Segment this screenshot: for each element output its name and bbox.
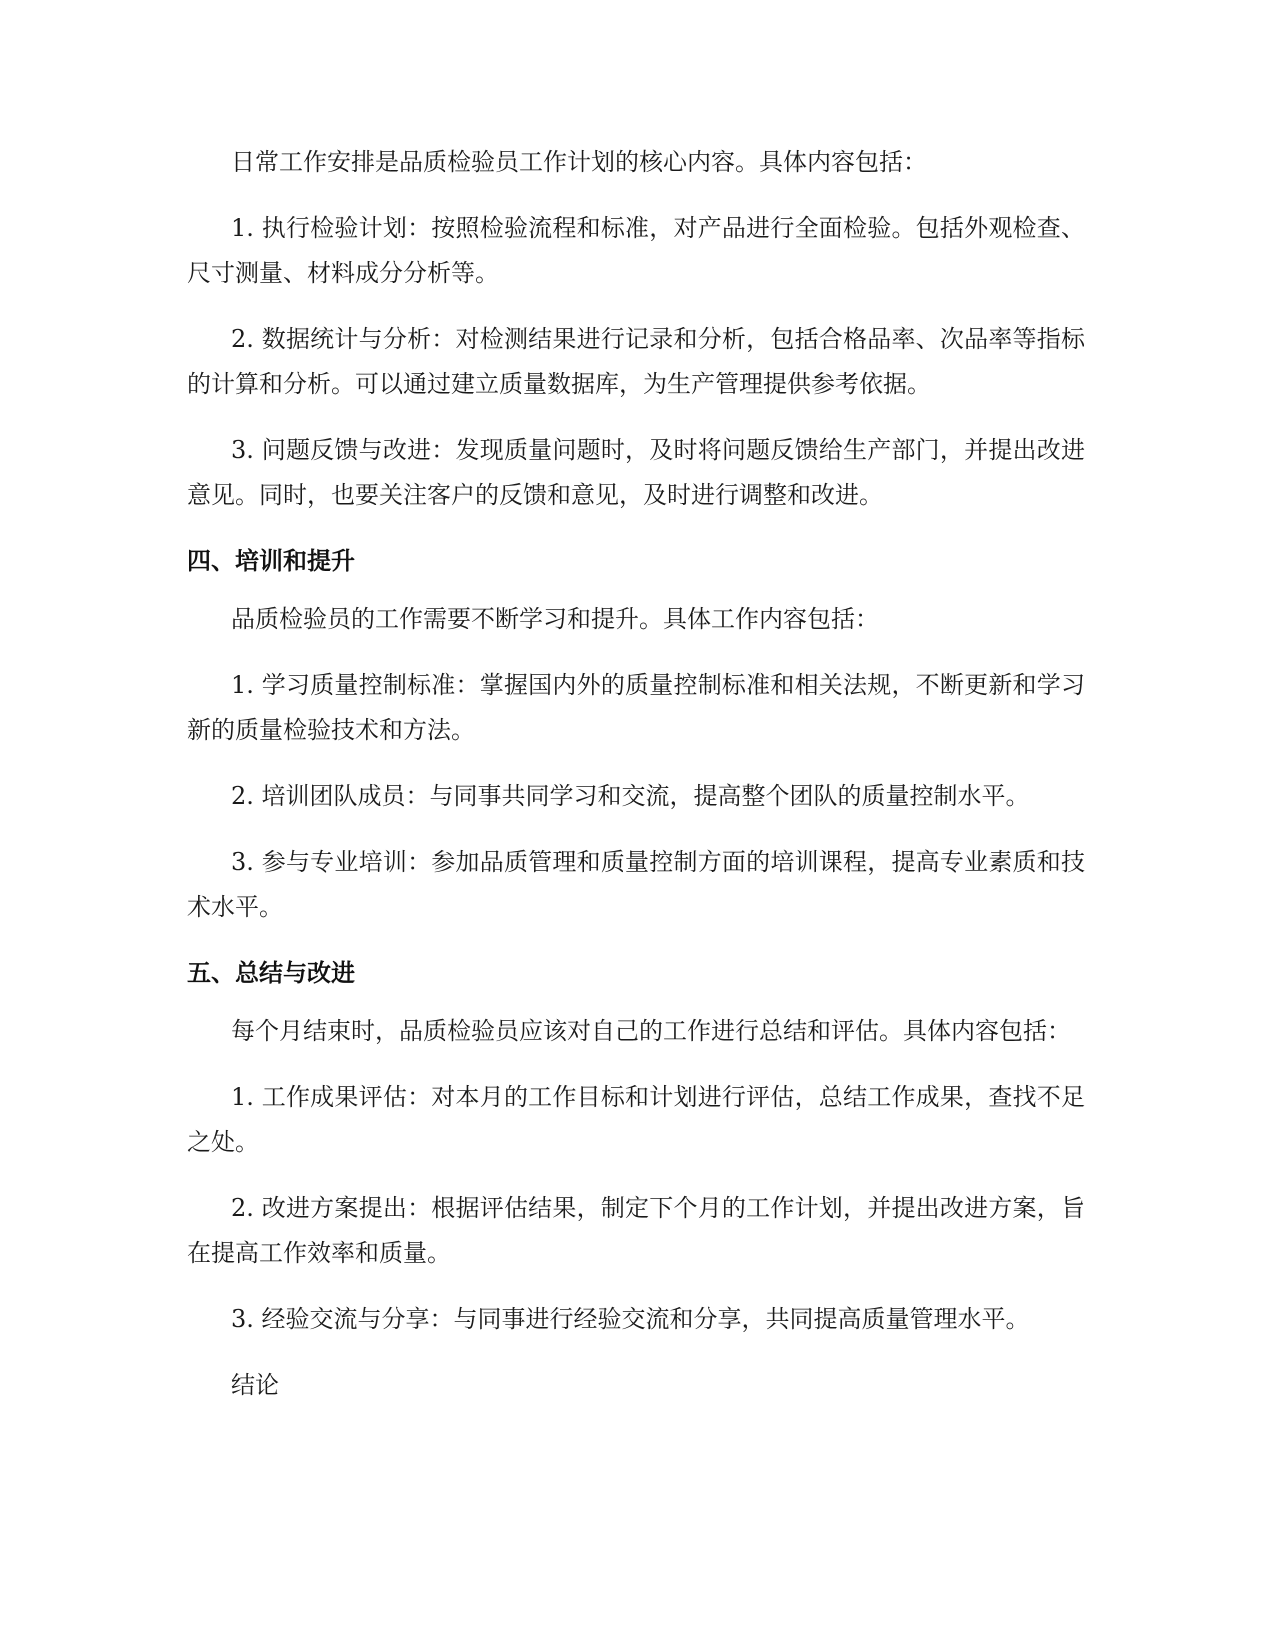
section-heading: 四、培训和提升 bbox=[187, 547, 355, 575]
paragraph: 每个月结束时，品质检验员应该对自己的工作进行总结和评估。具体内容包括： bbox=[231, 1017, 1071, 1045]
section-heading: 五、总结与改进 bbox=[187, 959, 355, 987]
paragraph: 品质检验员的工作需要不断学习和提升。具体工作内容包括： bbox=[231, 605, 879, 633]
paragraph: 结论 bbox=[231, 1371, 279, 1399]
paragraph: 1. 执行检验计划：按照检验流程和标准，对产品进行全面检验。包括外观检查、尺寸测量、材料成分分析等。 bbox=[187, 214, 1085, 287]
paragraph: 3. 经验交流与分享：与同事进行经验交流和分享，共同提高质量管理水平。 bbox=[231, 1305, 1030, 1333]
paragraph: 日常工作安排是品质检验员工作计划的核心内容。具体内容包括： bbox=[231, 148, 927, 176]
document-body bbox=[187, 140, 1085, 1429]
paragraph: 2. 培训团队成员：与同事共同学习和交流，提高整个团队的质量控制水平。 bbox=[231, 782, 1030, 810]
paragraph: 1. 学习质量控制标准：掌握国内外的质量控制标准和相关法规，不断更新和学习新的质量检验技术和方法。 bbox=[187, 671, 1085, 744]
paragraph: 1. 工作成果评估：对本月的工作目标和计划进行评估，总结工作成果，查找不足之处。 bbox=[187, 1083, 1085, 1156]
paragraph: 3. 参与专业培训：参加品质管理和质量控制方面的培训课程，提高专业素质和技术水平。 bbox=[187, 848, 1085, 921]
paragraph: 3. 问题反馈与改进：发现质量问题时，及时将问题反馈给生产部门，并提出改进意见。同时，也要关注客户的反馈和意见，及时进行调整和改进。 bbox=[187, 436, 1085, 509]
paragraph: 2. 改进方案提出：根据评估结果，制定下个月的工作计划，并提出改进方案，旨在提高工作效率和质量。 bbox=[187, 1194, 1085, 1267]
paragraph: 2. 数据统计与分析：对检测结果进行记录和分析，包括合格品率、次品率等指标的计算和分析。可以通过建立质量数据库，为生产管理提供参考依据。 bbox=[187, 325, 1085, 398]
